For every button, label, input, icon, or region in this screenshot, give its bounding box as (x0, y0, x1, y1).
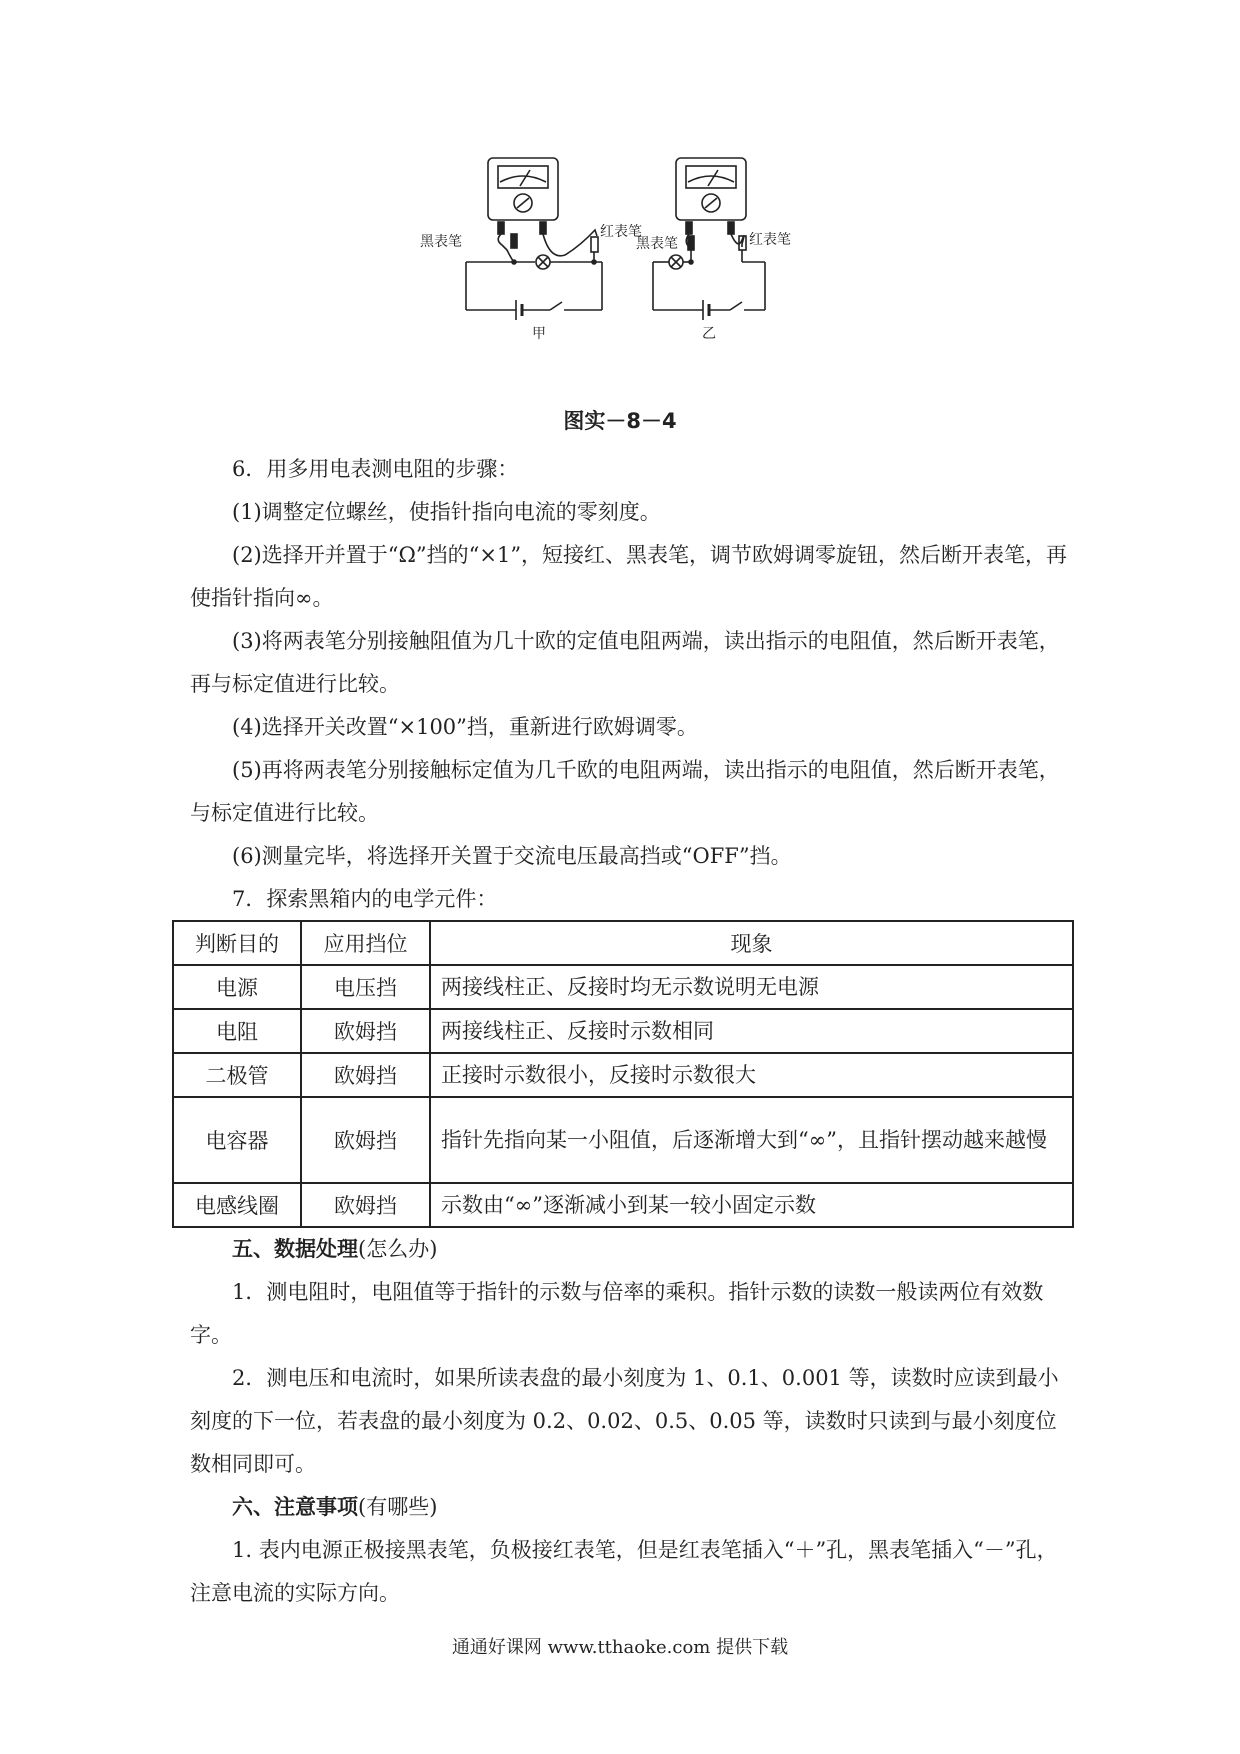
left-black-probe-label: 黑表笔 (420, 234, 462, 250)
table-cell: 欧姆挡 (301, 1183, 430, 1227)
table-cell: 示数由“∞”逐渐减小到某一较小固定示数 (430, 1183, 1073, 1227)
item6-step-3: (3)将两表笔分别接触阻值为几十欧的定值电阻两端，读出指示的电阻值，然后断开表笔，再与标定值进行比较。 (190, 629, 1060, 696)
multimeter-circuit-figure (420, 150, 810, 380)
table-header: 判断目的 (173, 921, 301, 965)
table-cell: 两接线柱正、反接时示数相同 (430, 1009, 1073, 1053)
table-cell: 电源 (173, 965, 301, 1009)
table-row (173, 1009, 1073, 1053)
table-header: 现象 (430, 921, 1073, 965)
section5-head: 五、数据处理 (232, 1237, 358, 1261)
table-cell: 两接线柱正、反接时均无示数说明无电源 (430, 965, 1073, 1009)
section6-para-1: 1. 表内电源正极接黑表笔，负极接红表笔，但是红表笔插入“＋”孔，黑表笔插入“－”孔，注意电流的实际方向。 (190, 1538, 1058, 1605)
table-cell: 电阻 (173, 1009, 301, 1053)
item7-title: 7．探索黑箱内的电学元件： (232, 887, 498, 911)
table-row (173, 1053, 1073, 1097)
table-cell: 指针先指向某一小阻值，后逐渐增大到“∞”，且指针摆动越来越慢 (430, 1097, 1073, 1183)
section6-head: 六、注意事项 (232, 1495, 358, 1519)
section5-para-1: 1．测电阻时，电阻值等于指针的示数与倍率的乘积。指针示数的读数一般读两位有效数字。 (190, 1280, 1044, 1347)
item6-step-5: (5)再将两表笔分别接触标定值为几千欧的电阻两端，读出指示的电阻值，然后断开表笔，与标定值进行比较。 (190, 758, 1060, 825)
section6-heading (190, 1486, 1070, 1529)
page-footer: 通通好课网 www.tthaoke.com 提供下载 (451, 1637, 789, 1658)
table-header-row (173, 921, 1073, 965)
item6-step-1: (1)调整定位螺丝，使指针指向电流的零刻度。 (232, 500, 661, 524)
black-box-table (172, 920, 1074, 1228)
table-cell: 欧姆挡 (301, 1053, 430, 1097)
left-red-probe-label: 红表笔 (600, 224, 642, 240)
table-cell: 欧姆挡 (301, 1097, 430, 1183)
item6-step-2: (2)选择开并置于“Ω”挡的“×1”，短接红、黑表笔，调节欧姆调零旋钮，然后断开表笔，再使指针指向∞。 (190, 543, 1068, 610)
left-circuit-label: 甲 (532, 326, 546, 342)
table-row (173, 1183, 1073, 1227)
section6-head-note: (有哪些) (358, 1495, 438, 1519)
table-cell: 电压挡 (301, 965, 430, 1009)
table-cell: 二极管 (173, 1053, 301, 1097)
table-row (173, 965, 1073, 1009)
item6-step-4: (4)选择开关改置“×100”挡，重新进行欧姆调零。 (232, 715, 698, 739)
right-black-probe-label: 黑表笔 (636, 236, 678, 252)
table-cell: 欧姆挡 (301, 1009, 430, 1053)
right-circuit-label: 乙 (702, 326, 716, 342)
item6-title: 6．用多用电表测电阻的步骤： (232, 457, 519, 481)
table-row (173, 1097, 1073, 1183)
item6-step-6: (6)测量完毕，将选择开关置于交流电压最高挡或“OFF”挡。 (232, 844, 792, 868)
table-header: 应用挡位 (301, 921, 430, 965)
right-red-probe-label: 红表笔 (749, 232, 791, 248)
table-cell: 电感线圈 (173, 1183, 301, 1227)
section5-para-2: 2．测电压和电流时，如果所读表盘的最小刻度为 1、0.1、0.001 等，读数时应读到最小刻度的下一位，若表盘的最小刻度为 0.2、0.02、0.5、0.05 等，读数时只读到与最小刻度位数相同即可。 (190, 1366, 1059, 1476)
section5-head-note: (怎么办) (358, 1237, 438, 1261)
table-cell: 电容器 (173, 1097, 301, 1183)
table-cell: 正接时示数很小，反接时示数很大 (430, 1053, 1073, 1097)
figure-caption: 图实－8－4 (563, 409, 677, 433)
section5-heading (190, 1228, 1070, 1271)
